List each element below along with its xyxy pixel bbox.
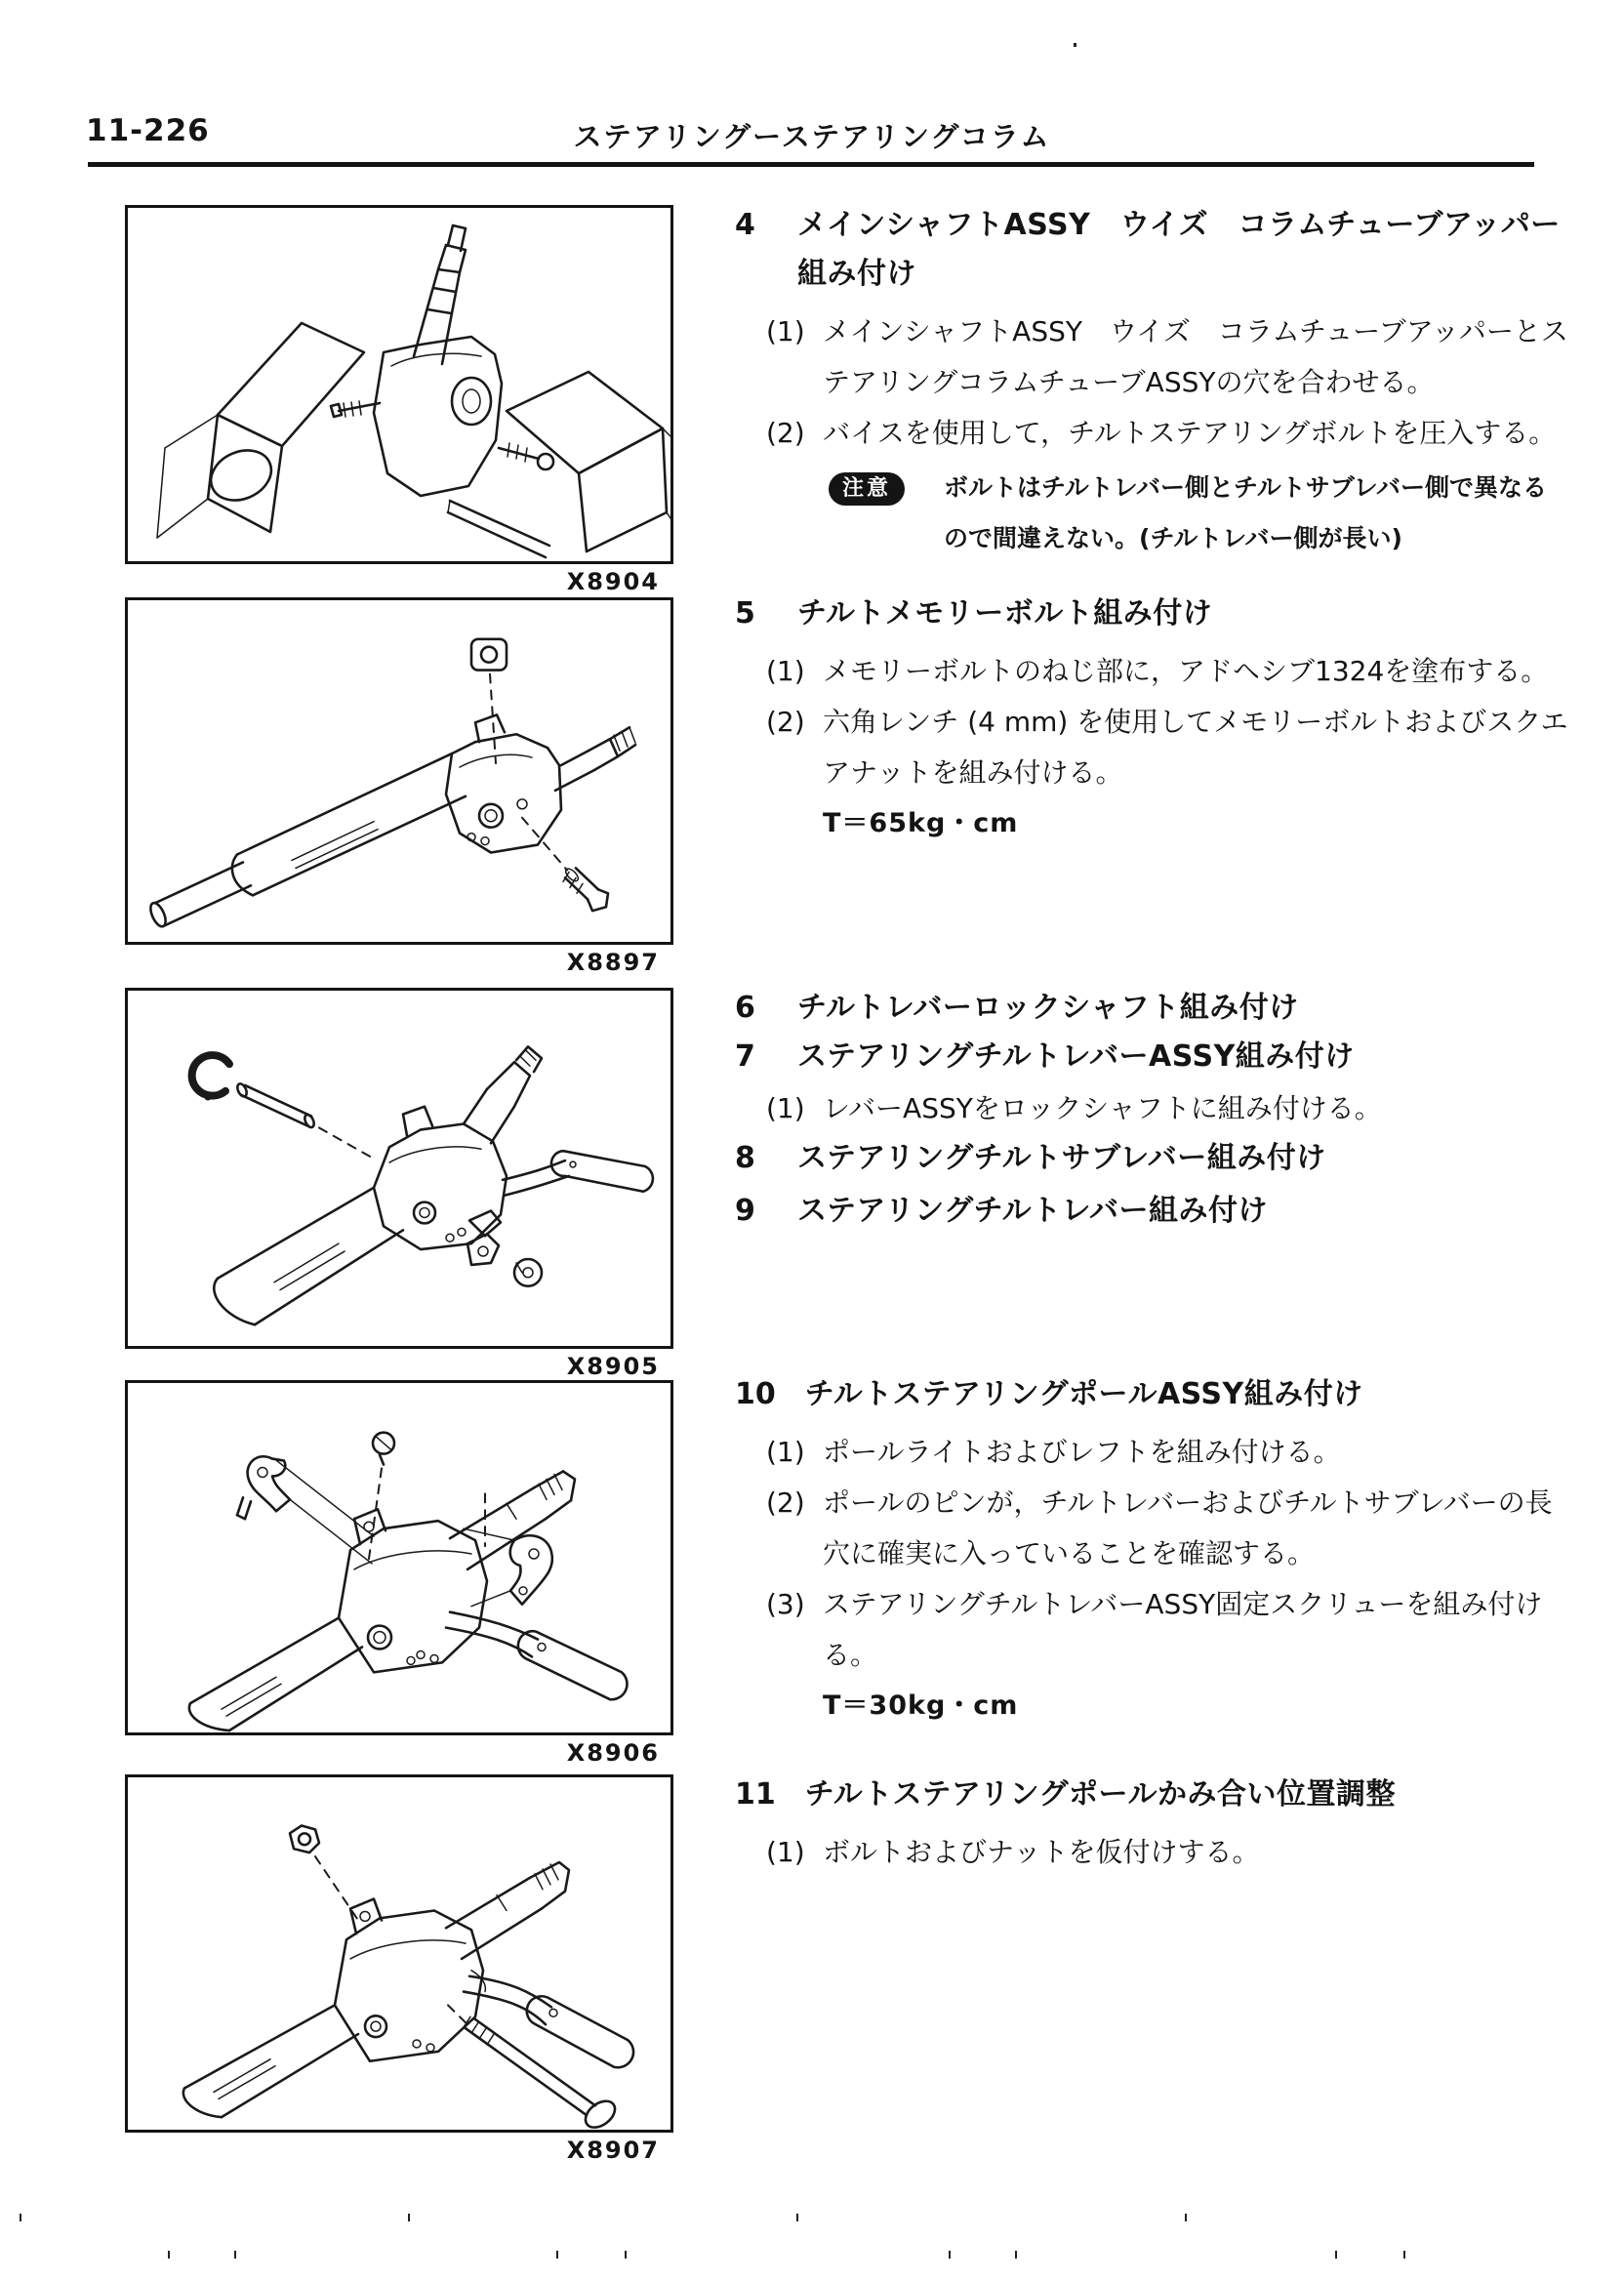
section-number: 10: [735, 1377, 776, 1411]
step-item: [766, 1827, 1568, 1878]
step-text: 六角レンチ (4 mm) を使用してメモリーボルトおよびスクエアナットを組み付ける。: [823, 706, 1568, 789]
step-item: [766, 1478, 1568, 1579]
section-title: チルトステアリングポールASSY組み付け: [804, 1377, 1363, 1411]
page-number: 11-226: [86, 113, 210, 148]
step-number: (2): [766, 706, 805, 738]
figure-label: X8897: [566, 949, 660, 976]
section-9: [735, 1187, 1568, 1236]
caution-note: [829, 463, 1568, 564]
step-number: (1): [766, 1436, 805, 1468]
section-7: [735, 1033, 1568, 1134]
torque-spec: T＝65kg・cm: [823, 808, 1019, 838]
pawl-adjustment-illustration: [128, 1777, 670, 2130]
section-10: [735, 1370, 1568, 1731]
page-title: ステアリングーステアリングコラム: [573, 120, 1051, 153]
section-number: 8: [735, 1141, 755, 1175]
step-text: メインシャフトASSY ウイズ コラムチューブアッパーとステアリングコラムチューブASSYの穴を合わせる。: [823, 315, 1568, 398]
section-title: ステアリングチルトレバー組み付け: [797, 1194, 1268, 1228]
step-text: ステアリングチルトレバーASSY固定スクリューを組み付ける。: [823, 1588, 1543, 1671]
figure-box-x8907: [125, 1774, 673, 2133]
section-number: 5: [735, 596, 755, 631]
step-text: レバーASSYをロックシャフトに組み付ける。: [823, 1092, 1382, 1124]
section-number: 11: [735, 1777, 776, 1812]
step-number: (1): [766, 315, 805, 347]
section-4: [735, 201, 1568, 564]
step-item: [766, 306, 1568, 408]
section-title: ステアリングチルトサブレバー組み付け: [797, 1141, 1326, 1175]
section-number: 6: [735, 991, 755, 1025]
step-number: (1): [766, 1836, 805, 1868]
figure-label: X8906: [566, 1739, 660, 1767]
step-number: (3): [766, 1588, 805, 1620]
figure-label: X8904: [566, 568, 660, 595]
figure-box-x8904: [125, 205, 673, 564]
figure-label: X8907: [566, 2137, 660, 2164]
step-number: (1): [766, 655, 805, 687]
step-text: ボルトおよびナットを仮付けする。: [823, 1836, 1260, 1868]
section-number: 4: [735, 208, 755, 242]
step-item: [766, 1083, 1568, 1134]
section-8: [735, 1134, 1568, 1183]
step-text: ポールライトおよびレフトを組み付ける。: [823, 1436, 1341, 1468]
figure-box-x8897: [125, 597, 673, 945]
section-5: [735, 590, 1568, 849]
section-title: チルトメモリーボルト組み付け: [797, 596, 1213, 631]
caution-badge: 注意: [829, 472, 905, 506]
tilt-lever-exploded-illustration: [128, 991, 670, 1346]
torque-spec: T＝30kg・cm: [823, 1690, 1019, 1721]
section-title: チルトステアリングポールかみ合い位置調整: [804, 1777, 1396, 1812]
caution-text: ボルトはチルトレバー側とチルトサブレバー側で異なるので間違えない。(チルトレバー側が長い): [944, 473, 1548, 552]
step-number: (1): [766, 1092, 805, 1124]
figure-label: X8905: [566, 1353, 660, 1380]
step-item: [766, 408, 1568, 459]
section-title: メインシャフトASSY ウイズ コラムチューブアッパー組み付け: [797, 208, 1561, 291]
steering-column-in-vise-illustration: [128, 208, 670, 561]
figure-box-x8905: [125, 988, 673, 1349]
figure-box-x8906: [125, 1380, 673, 1735]
section-number: 7: [735, 1039, 755, 1074]
header-rule: [88, 162, 1534, 167]
section-title: ステアリングチルトレバーASSY組み付け: [797, 1039, 1355, 1074]
step-item: [766, 646, 1568, 697]
step-item: [766, 1427, 1568, 1478]
step-item: [766, 697, 1568, 798]
section-number: 9: [735, 1194, 755, 1228]
column-memory-bolt-illustration: [128, 600, 670, 942]
step-text: バイスを使用して，チルトステアリングボルトを圧入する。: [823, 417, 1557, 449]
section-11: [735, 1771, 1568, 1878]
step-text: メモリーボルトのねじ部に，アドヘシブ1324を塗布する。: [823, 655, 1549, 687]
tilt-pawl-assembly-illustration: [128, 1383, 670, 1732]
step-number: (2): [766, 417, 805, 449]
step-item: [766, 1579, 1568, 1681]
section-title: チルトレバーロックシャフト組み付け: [797, 991, 1299, 1025]
step-text: ポールのピンが，チルトレバーおよびチルトサブレバーの長穴に確実に入っていることを確認する。: [823, 1486, 1553, 1569]
section-6: [735, 984, 1568, 1033]
step-number: (2): [766, 1486, 805, 1519]
